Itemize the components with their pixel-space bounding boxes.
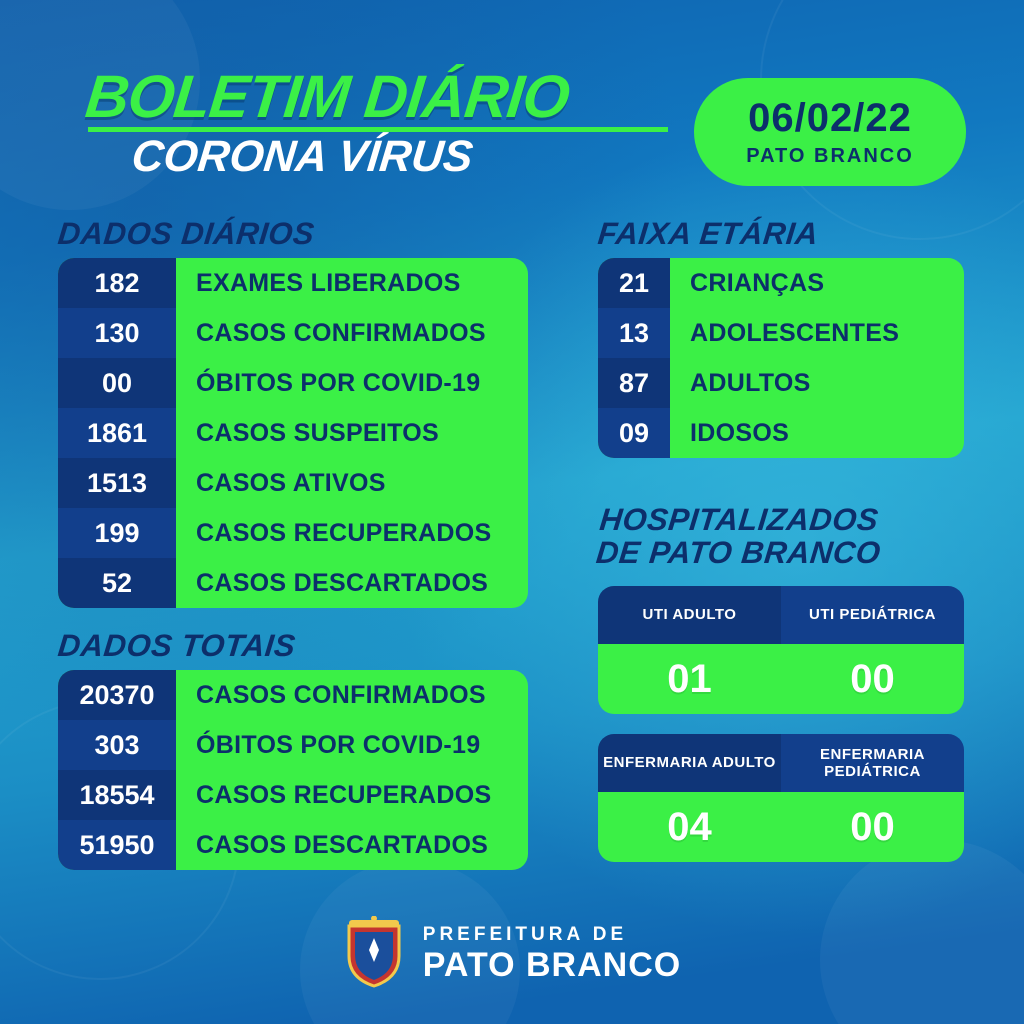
daily-label: CASOS SUSPEITOS xyxy=(196,418,439,447)
table-row xyxy=(58,670,528,720)
daily-label: ÓBITOS POR COVID-19 xyxy=(196,368,481,397)
table-row xyxy=(58,558,528,608)
daily-label: CASOS ATIVOS xyxy=(196,468,386,497)
enfermaria-adulto-header: ENFERMARIA ADULTO xyxy=(598,734,781,792)
poster-title: BOLETIM DIÁRIO xyxy=(82,63,573,130)
table-row xyxy=(58,720,528,770)
totals-label: ÓBITOS POR COVID-19 xyxy=(196,730,481,759)
daily-value: 182 xyxy=(58,258,176,308)
age-value: 21 xyxy=(598,258,670,308)
uti-pediatrica-value: 00 xyxy=(781,644,964,714)
poster-subtitle: CORONA VÍRUS xyxy=(129,132,476,181)
date-value: 06/02/22 xyxy=(748,96,912,140)
section-title-daily: DADOS DIÁRIOS xyxy=(56,216,317,251)
uti-adulto-header: UTI ADULTO xyxy=(598,586,781,644)
age-label: CRIANÇAS xyxy=(690,268,825,297)
section-title-totals: DADOS TOTAIS xyxy=(56,628,298,663)
table-row xyxy=(598,308,964,358)
city-coat-of-arms-icon xyxy=(343,916,405,990)
hospital-uti-block xyxy=(598,586,964,714)
age-label: IDOSOS xyxy=(690,418,790,447)
uti-adulto-value: 01 xyxy=(598,644,781,714)
date-badge xyxy=(694,78,966,186)
daily-value: 52 xyxy=(58,558,176,608)
footer-line-2: PATO BRANCO xyxy=(422,945,682,984)
poster-footer xyxy=(0,916,1024,990)
footer-text xyxy=(423,925,681,982)
daily-label: CASOS RECUPERADOS xyxy=(196,518,492,547)
totals-value: 20370 xyxy=(58,670,176,720)
section-title-hospital: HOSPITALIZADOS DE PATO BRANCO xyxy=(594,502,883,570)
table-row xyxy=(58,458,528,508)
totals-value: 18554 xyxy=(58,770,176,820)
daily-label: CASOS DESCARTADOS xyxy=(196,568,489,597)
city-name: PATO BRANCO xyxy=(746,145,914,167)
enfermaria-adulto-value: 04 xyxy=(598,792,781,862)
daily-value: 00 xyxy=(58,358,176,408)
age-value: 87 xyxy=(598,358,670,408)
enfermaria-pediatrica-header: ENFERMARIA PEDIÁTRICA xyxy=(781,734,964,792)
table-row xyxy=(58,408,528,458)
poster-header xyxy=(0,52,1024,202)
age-group-table xyxy=(598,258,964,458)
daily-value: 130 xyxy=(58,308,176,358)
age-label: ADOLESCENTES xyxy=(690,318,900,347)
age-label: ADULTOS xyxy=(690,368,811,397)
footer-line-1: PREFEITURA DE xyxy=(422,923,628,945)
section-title-age: FAIXA ETÁRIA xyxy=(596,216,821,251)
table-row xyxy=(598,358,964,408)
table-row xyxy=(58,358,528,408)
table-row xyxy=(58,258,528,308)
table-row xyxy=(58,308,528,358)
enfermaria-pediatrica-value: 00 xyxy=(781,792,964,862)
table-row xyxy=(598,408,964,458)
daily-label: EXAMES LIBERADOS xyxy=(196,268,461,297)
totals-label: CASOS RECUPERADOS xyxy=(196,780,492,809)
age-value: 13 xyxy=(598,308,670,358)
totals-label: CASOS DESCARTADOS xyxy=(196,830,489,859)
table-row xyxy=(58,820,528,870)
daily-label: CASOS CONFIRMADOS xyxy=(196,318,486,347)
table-row xyxy=(58,508,528,558)
uti-pediatrica-header: UTI PEDIÁTRICA xyxy=(781,586,964,644)
daily-value: 199 xyxy=(58,508,176,558)
age-value: 09 xyxy=(598,408,670,458)
totals-label: CASOS CONFIRMADOS xyxy=(196,680,486,709)
hospital-enfermaria-block xyxy=(598,734,964,862)
table-row xyxy=(58,770,528,820)
totals-value: 303 xyxy=(58,720,176,770)
totals-value: 51950 xyxy=(58,820,176,870)
table-row xyxy=(598,258,964,308)
daily-data-table xyxy=(58,258,528,608)
daily-value: 1513 xyxy=(58,458,176,508)
totals-data-table xyxy=(58,670,528,870)
daily-value: 1861 xyxy=(58,408,176,458)
